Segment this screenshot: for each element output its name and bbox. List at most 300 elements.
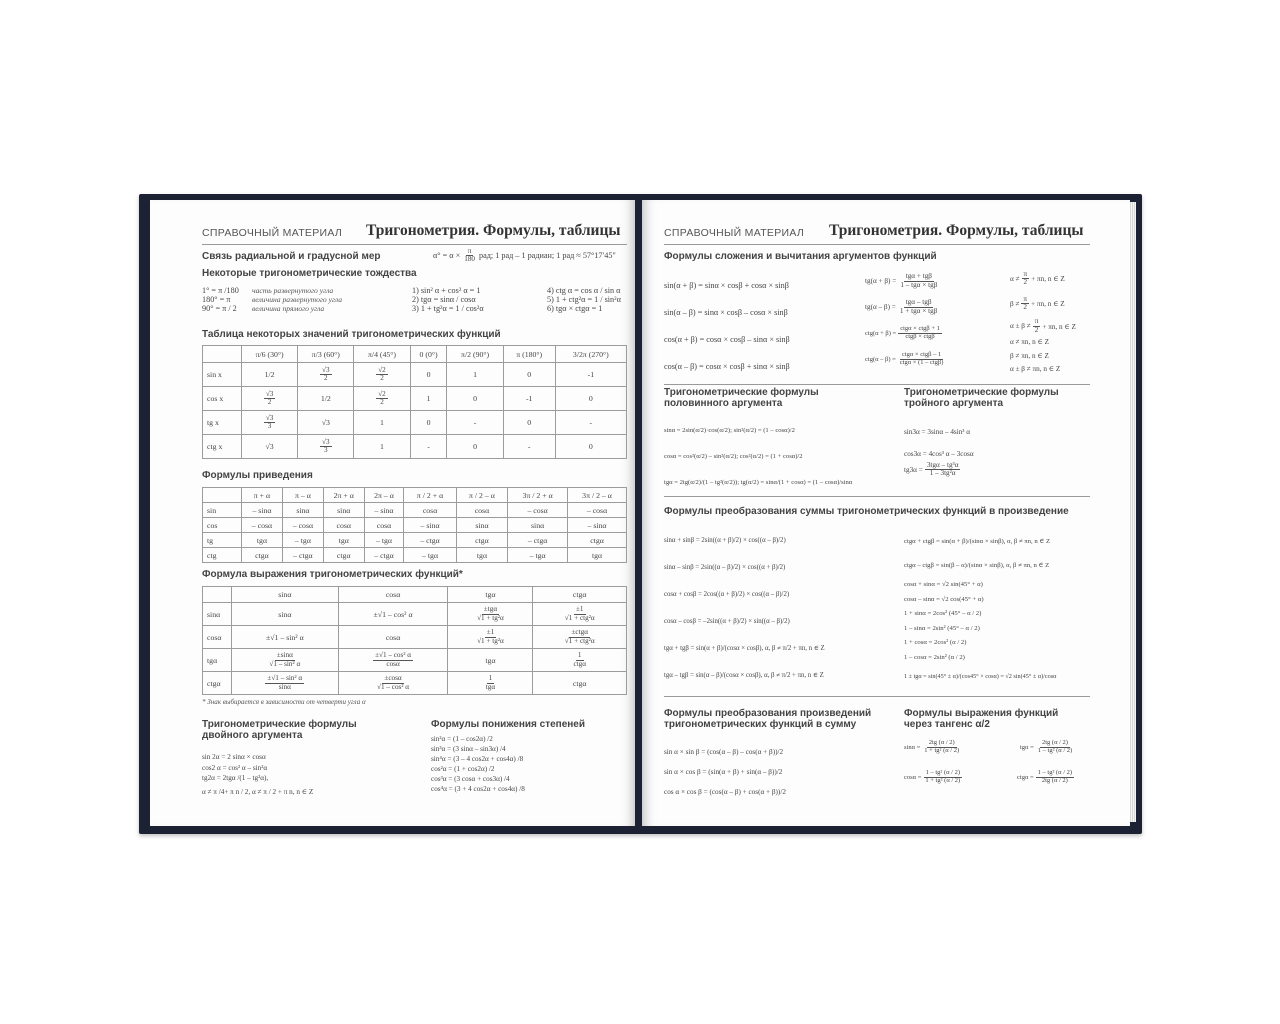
half-line: tgα = 2tg(α/2)/(1 – tg²(α/2)); tg(α/2) = sinα/(1 + cosα) = (1 – cosα)/sinα [664, 479, 853, 486]
table-row [203, 411, 627, 435]
table-header-cell: 3π / 2 + α [508, 488, 568, 503]
double-line: sin 2α = 2 sinα × cosα [202, 753, 266, 761]
cond-fraction [1021, 296, 1029, 311]
half-line: cosα = cos²(α/2) – sin²(α/2); cos²(α/2) = (1 + cosα)/2 [664, 453, 803, 460]
table-cell: cosα [456, 503, 507, 518]
sum-col1 [664, 527, 825, 689]
table-cell: 1 [354, 411, 410, 435]
cond-num: π [1034, 317, 1039, 326]
domain-condition: α ± β ≠ πn, n ∈ Z [1010, 365, 1061, 373]
cond-post: + πn, n ∈ Z [1031, 300, 1065, 308]
formula-lhs: cosα = [904, 773, 922, 781]
identity-item: 4) ctg α = cos α / sin α [547, 286, 621, 295]
product-title [664, 708, 871, 730]
section-rule [664, 496, 1090, 497]
reduction-table [202, 487, 627, 563]
addition-formula: sin(α + β) = sinα × cosβ + cosα × sinβ [664, 281, 789, 290]
table-header-cell: π + α [242, 488, 283, 503]
table-cell: cosα [323, 518, 364, 533]
table-cell [354, 363, 410, 387]
formula-num: 3tgα – tg³α [926, 461, 959, 469]
fraction-denominator: 2 [324, 374, 328, 382]
half-line: sinα = 2sin(α/2)·cos(α/2); sin²(α/2) = (1 – cosα)/2 [664, 427, 795, 434]
table-cell [338, 649, 448, 672]
fraction-denominator: 2 [380, 398, 384, 406]
table-cell: 0 [503, 363, 555, 387]
table-cell: - [555, 411, 626, 435]
table-cell: cosα [404, 503, 456, 518]
table-cell: tgα [448, 649, 533, 672]
table-header-cell: 2π + α [323, 488, 364, 503]
power-line: cos²α = (1 + cos2α) /2 [431, 765, 495, 773]
cell-fraction [563, 629, 597, 644]
sum-formula: ctgα + ctgβ = sin(α + β)/(sinα × sinβ), α, β ≠ πn, n ∈ Z [904, 538, 1051, 545]
table-row [203, 626, 627, 649]
fraction-numerator: ±sinα [276, 651, 293, 660]
fraction-denominator: 3 [267, 422, 272, 430]
table-row-label: sin x [203, 363, 242, 387]
left-header-title: Тригонометрия. Формулы, таблицы [366, 222, 621, 239]
identities-col2 [252, 286, 342, 313]
fraction-denominator: 2 [380, 374, 384, 382]
expr-table [202, 586, 627, 695]
fraction-numerator: √3 [265, 389, 274, 398]
values-table [202, 345, 627, 459]
table-header-cell: π (180°) [503, 346, 555, 363]
addition-formula: cos(α – β) = cosα × cosβ + sinα × sinβ [664, 362, 790, 371]
table-cell: – ctgα [404, 533, 456, 548]
formula-num: tgα + tgβ [905, 272, 932, 281]
radian-formula-b: рад; 1 рад – 1 радиан; 1 рад ≈ 57°17′45″ [479, 251, 616, 261]
values-table-title: Таблица некоторых значений тригонометрических функций [202, 329, 501, 340]
table-cell: tgα [323, 533, 364, 548]
formula-lhs: ctg(α + β) = [865, 329, 897, 337]
domain-condition [1010, 316, 1076, 336]
cell-fraction [475, 606, 506, 621]
sum-formula: cosα + cosβ = 2cos((α + β)/2) × cos((α – β)/2) [664, 591, 790, 598]
table-header-row [203, 587, 627, 603]
power-line: sin⁴α = (3 – 4 cos2α + cos4α) /8 [431, 755, 524, 763]
table-cell [354, 387, 410, 411]
double-line: cos2 α = cos² α – sin²α [202, 763, 268, 772]
table-row-label: tgα [203, 649, 232, 672]
table-cell: ±√1 – sin² α [232, 626, 339, 649]
radian-fraction [462, 248, 477, 263]
reduction-title: Формулы приведения [202, 470, 313, 481]
fraction-denominator: sinα [278, 682, 291, 691]
left-header-label: СПРАВОЧНЫЙ МАТЕРИАЛ [202, 227, 343, 239]
table-header-cell: tgα [448, 587, 533, 603]
cell-fraction [571, 652, 588, 667]
table-cell: – ctgα [508, 533, 568, 548]
product-title-line: тригонометрических функций в сумму [664, 719, 857, 730]
table-header-cell [203, 346, 242, 363]
formula-fraction [898, 352, 946, 366]
triple-lines [904, 421, 974, 465]
formula-fraction [898, 273, 939, 288]
formula-den: 1 + tg² (α / 2) [925, 776, 961, 784]
formula-fraction [925, 462, 961, 477]
addition-col3 [1010, 266, 1076, 377]
sum-formula: 1 ± tgα = sin(45° ± α)/(cos45° × cosα) = √2 sin(45° ± α)/cosα [904, 673, 1057, 680]
identity-note: величина развернутого угла [252, 295, 342, 304]
table-cell: sinα [323, 503, 364, 518]
table-cell [242, 387, 298, 411]
identities-title: Некоторые тригонометрические тождества [202, 268, 417, 279]
table-cell: -1 [503, 387, 555, 411]
expr-note: * Знак выбирается в зависимости от четверти угла α [202, 698, 366, 706]
triple-line: sin3α = 3sinα – 4sin³ α [904, 428, 971, 436]
power-line: cos³α = (3 cosα + cos3α) /4 [431, 775, 510, 783]
cell-fraction [376, 391, 388, 406]
table-header-cell: 3π / 2 – α [568, 488, 627, 503]
product-line: sin α × sin β = (cos(α – β) – cos(α + β))/2 [664, 748, 784, 756]
cond-pre: α ± β ≠ [1010, 322, 1031, 330]
product-title-line: Формулы преобразования произведений [664, 708, 872, 719]
double-line: α ≠ π /4+ π n / 2, α ≠ π / 2 + π n, n ∈ Z [202, 787, 314, 796]
table-cell: √3 [298, 411, 354, 435]
formula-lhs: tg3α = [904, 465, 923, 474]
double-title [202, 719, 357, 741]
table-cell: ±√1 – cos² α [338, 603, 448, 626]
table-row [203, 649, 627, 672]
formula-num: 2tg (α / 2) [1041, 739, 1068, 746]
ctg-diff-formula [865, 346, 945, 372]
formula-den: 2tg (α / 2) [1041, 776, 1068, 784]
identity-item: 6) tgα × ctgα = 1 [547, 304, 603, 313]
identities-col1 [202, 286, 239, 313]
fraction-numerator: ±cosα [384, 674, 402, 683]
power-line: cos⁴α = (3 + 4 cos2α + cos4α) /8 [431, 785, 525, 793]
ctg-sum-formula [865, 320, 945, 346]
left-header-rule [202, 244, 627, 245]
table-cell: – tgα [364, 533, 404, 548]
fraction-denominator: √1 – sin² α [269, 659, 301, 668]
product-lines [664, 742, 786, 802]
sum-formula: tgα – tgβ = sin(α – β)/(cosα × cosβ), α, β ≠ π/2 + πn, n ∈ Z [664, 672, 824, 679]
table-cell: - [503, 435, 555, 459]
half-title-line: половинного аргумента [664, 398, 783, 409]
identity-item: 5) 1 + ctg²α = 1 / sin²α [547, 295, 621, 304]
table-row-label: cos x [203, 387, 242, 411]
fraction-denominator: √1 – cos² α [377, 682, 410, 691]
fraction-denominator: √1 + tg²α [477, 613, 504, 622]
cell-fraction [264, 415, 276, 430]
formula-den: ctgβ × ctgβ [905, 332, 935, 340]
table-cell [298, 435, 354, 459]
cell-fraction [264, 391, 276, 406]
domain-condition: β ≠ πn, n ∈ Z [1010, 351, 1049, 360]
identity-item: 180° = π [202, 295, 231, 304]
formula-num: 1 – tg² (α / 2) [1037, 769, 1073, 776]
fraction-denominator: √1 + ctg²α [564, 613, 595, 622]
table-row-label: sinα [203, 603, 232, 626]
table-row [203, 672, 627, 695]
table-row-label: tg [203, 533, 242, 548]
table-cell [232, 672, 339, 695]
formula-den: 1 – tgα × tgβ [900, 280, 938, 289]
table-cell: 0 [447, 435, 503, 459]
table-cell: 1/2 [298, 387, 354, 411]
fraction-numerator: √2 [378, 389, 386, 398]
identities-col3 [412, 286, 484, 313]
table-cell: – sinα [364, 503, 404, 518]
table-cell: 0 [503, 411, 555, 435]
table-cell [533, 603, 627, 626]
power-line: sin³α = (3 sinα – sin3α) /4 [431, 745, 506, 753]
cell-fraction [320, 439, 332, 454]
double-lines [202, 752, 313, 797]
formula-num: 1 – tg² (α / 2) [925, 769, 960, 776]
sum-formula: 1 – cosα = 2sin² (α / 2) [904, 653, 965, 661]
radian-num: π [467, 247, 472, 255]
table-row [203, 387, 627, 411]
formula-num: tgα – tgβ [905, 298, 932, 307]
sum-col2 [904, 530, 1056, 689]
table-cell [448, 626, 533, 649]
table-cell [448, 603, 533, 626]
table-cell: 0 [410, 411, 447, 435]
table-cell: -1 [555, 363, 626, 387]
table-row-label: ctgα [203, 672, 232, 695]
table-cell: – tgα [404, 548, 456, 563]
sum-formula: sinα – sinβ = 2sin((α – β)/2) × cos((α + β)/2) [664, 564, 786, 571]
tan-title-line: через тангенс α/2 [904, 719, 990, 730]
table-row [203, 503, 627, 518]
table-cell: – ctgα [282, 548, 323, 563]
sum-formula: cosα + sinα = √2 sin(45° + α) [904, 581, 983, 588]
table-cell: - [410, 435, 447, 459]
table-row [203, 533, 627, 548]
domain-condition [1010, 266, 1076, 291]
formula-den: 1 + tgα × tgβ [899, 306, 938, 315]
sum-title: Формулы преобразования суммы тригонометрических функций в произведение [664, 506, 1069, 517]
fraction-numerator: ±1 [575, 605, 584, 614]
table-cell: tgα [568, 548, 627, 563]
table-header-cell [203, 488, 242, 503]
half-title [664, 387, 819, 409]
tg-sum-formula [865, 268, 945, 294]
table-cell: 1 [447, 363, 503, 387]
formula-fraction [922, 740, 961, 754]
fraction-numerator: ±1 [486, 628, 495, 637]
table-cell: - [447, 411, 503, 435]
addition-col1 [664, 272, 790, 380]
table-header-cell: ctgα [533, 587, 627, 603]
table-header-cell: π/3 (60°) [298, 346, 354, 363]
table-cell [448, 672, 533, 695]
cond-num: π [1023, 294, 1028, 303]
right-header-title: Тригонометрия. Формулы, таблицы [829, 222, 1084, 239]
table-header-row [203, 488, 627, 503]
table-header-cell: π / 2 – α [456, 488, 507, 503]
table-cell: 1 [410, 387, 447, 411]
half-lines [664, 418, 852, 496]
formula-lhs: ctgα = [1017, 773, 1034, 781]
identity-item: 90° = π / 2 [202, 304, 237, 313]
formula-fraction [1036, 770, 1074, 784]
fraction-numerator: √3 [322, 437, 330, 446]
radian-formula-a: α° = α × [433, 251, 461, 261]
cell-fraction [265, 675, 304, 690]
sum-formula: cosα – cosβ = –2sin((α + β)/2) × sin((α – β)/2) [664, 618, 790, 625]
sum-formula: 1 + cosα = 2cos² (α / 2) [904, 639, 967, 646]
table-cell: – tgα [508, 548, 568, 563]
table-header-cell: π/6 (30°) [242, 346, 298, 363]
identity-item: 3) 1 + tg²α = 1 / cos²α [412, 304, 484, 313]
table-header-cell: π / 2 + α [404, 488, 456, 503]
table-cell: ctgα [533, 672, 627, 695]
table-row-label: ctg [203, 548, 242, 563]
right-page [642, 200, 1130, 826]
table-header-cell [203, 587, 232, 603]
identity-item: 1° = π /180 [202, 286, 239, 295]
tan-sin-formula [904, 740, 961, 754]
fraction-denominator: √1 + ctg²α [564, 636, 595, 645]
table-cell: 0 [410, 363, 447, 387]
table-cell [242, 411, 298, 435]
right-header-label: СПРАВОЧНЫЙ МАТЕРИАЛ [664, 227, 805, 239]
formula-num: ctgα × ctgβ + 1 [900, 325, 940, 332]
table-cell: sinα [508, 518, 568, 533]
table-row [203, 548, 627, 563]
triple-title-line: Тригонометрические формулы [904, 387, 1059, 398]
table-row-label: ctg x [203, 435, 242, 459]
section-rule [664, 696, 1090, 697]
sum-formula: cosα – sinα = √2 cos(45° + α) [904, 595, 984, 603]
double-line: tg2α = 2tgα /(1 – tg²α), [202, 774, 269, 782]
addition-col2 [865, 268, 945, 372]
table-cell: ctgα [242, 548, 283, 563]
table-cell [232, 649, 339, 672]
formula-fraction [898, 326, 942, 340]
addition-title: Формулы сложения и вычитания аргументов функций [664, 251, 937, 262]
power-lines [431, 734, 525, 794]
tg-diff-formula [865, 294, 945, 320]
tan-title [904, 708, 1058, 730]
table-cell: – cosα [282, 518, 323, 533]
table-cell: cosα [364, 518, 404, 533]
table-cell: 0 [447, 387, 503, 411]
fraction-numerator: ±√1 – cos² α [375, 651, 412, 660]
formula-fraction [1036, 740, 1074, 754]
formula-lhs: tg(α – β) = [865, 303, 896, 311]
fraction-numerator: √2 [378, 365, 386, 374]
table-cell: ctgα [568, 533, 627, 548]
fraction-numerator: √3 [265, 413, 274, 422]
cond-den: 2 [1023, 303, 1028, 311]
tan-title-line: Формулы выражения функций [904, 708, 1059, 719]
cell-fraction [376, 367, 388, 382]
radian-den: 180 [464, 255, 476, 264]
identity-item: 1) sin² α + cos² α = 1 [412, 286, 481, 295]
table-cell: – tgα [282, 533, 323, 548]
table-cell: √3 [242, 435, 298, 459]
fraction-denominator: 3 [324, 446, 328, 454]
formula-lhs: tgα = [1020, 743, 1034, 751]
table-header-cell: 2π – α [364, 488, 404, 503]
table-header-cell: sinα [232, 587, 339, 603]
tan-cos-formula [904, 770, 962, 784]
table-row [203, 518, 627, 533]
double-title-line: двойного аргумента [202, 730, 303, 741]
table-row-label: tg x [203, 411, 242, 435]
triple-line: cos3α = 4cos³ α – 3cosα [904, 450, 974, 458]
cell-fraction [375, 675, 411, 690]
table-cell [533, 649, 627, 672]
table-cell: – cosα [242, 518, 283, 533]
identity-note: часть развернутого угла [252, 286, 334, 295]
cond-post: + πn, n ∈ Z [1042, 322, 1076, 331]
tan-ctg-formula [1017, 770, 1074, 784]
expr-title: Формула выражения тригонометрических функций* [202, 569, 463, 580]
table-cell: – sinα [404, 518, 456, 533]
table-row-label: cos [203, 518, 242, 533]
formula-den: ctgα × (1 – ctgβ) [899, 358, 944, 366]
cond-fraction [1033, 318, 1041, 333]
triple-tg-formula [904, 462, 960, 477]
table-cell [533, 626, 627, 649]
fraction-denominator: √1 + tg²α [477, 636, 504, 645]
triple-title [904, 387, 1059, 409]
cell-fraction [563, 606, 597, 621]
table-row-label: cosα [203, 626, 232, 649]
cell-fraction [475, 629, 506, 644]
table-row [203, 363, 627, 387]
sum-formula: sinα + sinβ = 2sin((α + β)/2) × cos((α – β)/2) [664, 537, 786, 544]
table-header-cell: π – α [282, 488, 323, 503]
sum-formula: 1 – sinα = 2sin² (45° – α / 2) [904, 624, 980, 632]
identity-note: величина прямого угла [252, 304, 325, 313]
sum-formula: tgα + tgβ = sin(α + β)/(cosα × cosβ), α, β ≠ π/2 + πn, n ∈ Z [664, 645, 825, 652]
product-line: cos α × cos β = (cos(α – β) + cos(α + β))/2 [664, 788, 786, 796]
radian-formula [433, 248, 616, 263]
formula-lhs: ctg(α – β) = [865, 355, 896, 363]
fraction-denominator: cosα [386, 659, 400, 668]
table-header-cell: cosα [338, 587, 448, 603]
cond-num: π [1023, 269, 1028, 278]
cell-fraction [484, 675, 497, 690]
cond-fraction [1022, 271, 1030, 286]
formula-den: 1 + tg² (α / 2) [924, 746, 960, 754]
table-cell: tgα [242, 533, 283, 548]
fraction-denominator: ctgα [573, 659, 586, 668]
fraction-numerator: 1 [577, 651, 582, 660]
section-rule [664, 384, 1090, 385]
table-cell: ctgα [456, 533, 507, 548]
sum-formula: ctgα – ctgβ = sin(β – α)/(sinα × sinβ), α, β ≠ πn, n ∈ Z [904, 562, 1050, 569]
identity-item: 2) tgα = sinα / cosα [412, 295, 476, 304]
table-row-label: sin [203, 503, 242, 518]
cell-fraction [320, 367, 332, 382]
table-cell: ctgα [323, 548, 364, 563]
double-title-line: Тригонометрические формулы [202, 719, 357, 730]
left-page [150, 200, 635, 826]
table-cell [298, 363, 354, 387]
sum-formula: 1 + sinα = 2cos² (45° – α / 2) [904, 610, 982, 617]
table-cell: sinα [282, 503, 323, 518]
table-cell: tgα [456, 548, 507, 563]
table-cell: sinα [232, 603, 339, 626]
fraction-numerator: ±√1 – sin² α [267, 674, 303, 683]
identities-col4 [547, 286, 621, 313]
fraction-numerator: 1 [488, 674, 493, 683]
domain-condition: α ≠ πn, n ∈ Z [1010, 338, 1050, 346]
table-cell: 1/2 [242, 363, 298, 387]
cond-post: + πn, n ∈ Z [1031, 275, 1065, 283]
fraction-numerator: √3 [322, 365, 330, 374]
table-cell: cosα [338, 626, 448, 649]
